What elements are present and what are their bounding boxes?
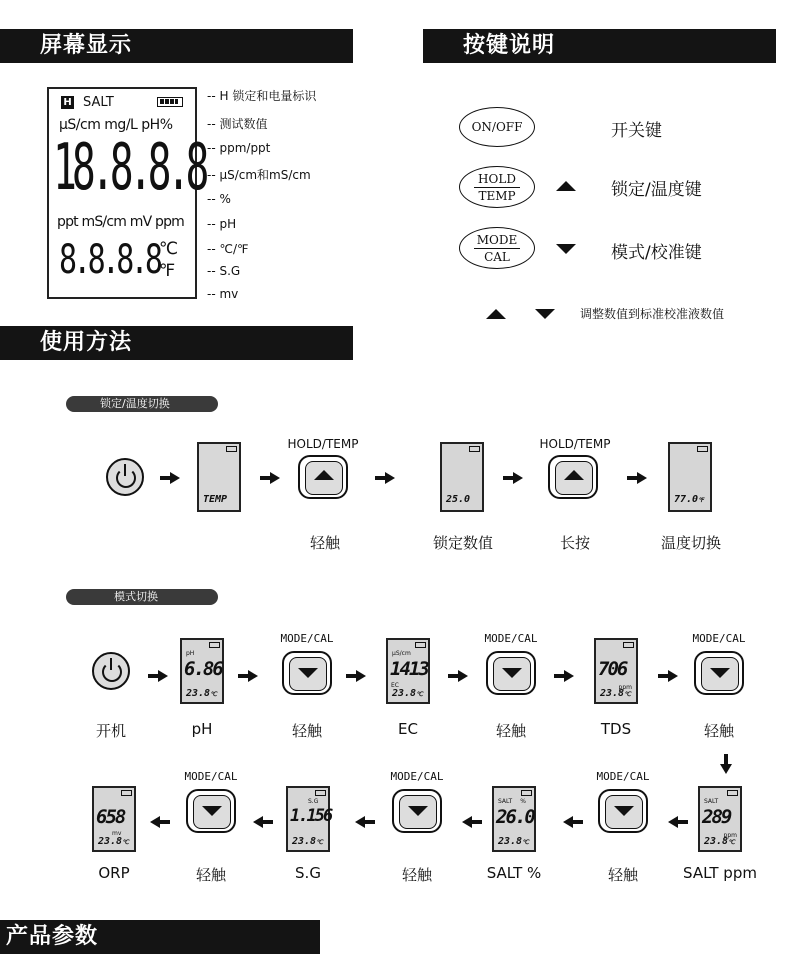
- mode-desc: 模式/校准键: [611, 243, 702, 263]
- arrow-right-icon: [248, 670, 258, 682]
- mode-btn-label-3: MODE/CAL: [692, 632, 746, 645]
- legend-sg: -- S.G: [207, 264, 241, 278]
- screen-ph: pH 6.86 23.8℃: [180, 638, 224, 704]
- arrow-right-icon: [385, 472, 395, 484]
- arrow-down-icon: [720, 764, 732, 774]
- arrow-right-icon: [158, 670, 168, 682]
- mode-button-4[interactable]: [598, 789, 648, 833]
- legend-temp: -- ℃/℉: [207, 242, 249, 256]
- arrow-left-icon: [253, 816, 263, 828]
- lcd-main-digits: 18.8.8.8: [53, 131, 205, 205]
- mode-btn-label-6: MODE/CAL: [184, 770, 238, 783]
- section-banner-display: 屏幕显示: [0, 29, 353, 63]
- legend-ph: -- pH: [207, 217, 237, 231]
- legend-percent: -- %: [207, 192, 231, 206]
- cap-tap: 轻触: [309, 534, 340, 552]
- arrow-left-icon: [563, 816, 573, 828]
- lcd-units-top: μS/cm mg/L pH%: [59, 117, 173, 133]
- arrow-right-icon: [356, 670, 366, 682]
- mode-flow-title: 模式切换: [66, 589, 218, 605]
- cap-orp: ORP: [98, 864, 130, 882]
- cap-tap-3: 轻触: [703, 722, 734, 740]
- mode-btn-label-5: MODE/CAL: [390, 770, 444, 783]
- hold-flow-title: 锁定/温度切换: [66, 396, 218, 412]
- up-triangle-icon: [556, 181, 576, 191]
- battery-icon: [157, 97, 183, 107]
- down-triangle-icon: [556, 244, 576, 254]
- hold-icon: H: [61, 96, 74, 109]
- section-banner-usage: 使用方法: [0, 326, 353, 360]
- legend-hold: -- H 锁定和电量标识: [207, 89, 317, 103]
- cap-salt-ppm: SALT ppm: [683, 864, 757, 882]
- salt-indicator: SALT: [83, 95, 114, 110]
- arrow-right-icon: [513, 472, 523, 484]
- screen-ec: μS/cm 1413 EC 23.8℃: [386, 638, 430, 704]
- arrow-left-icon: [150, 816, 160, 828]
- arrow-left-icon: [462, 816, 472, 828]
- onoff-button[interactable]: ON/OFF: [459, 107, 535, 147]
- screen-sg: S.G 1.156 23.8℃: [286, 786, 330, 852]
- cap-long: 长按: [559, 534, 590, 552]
- mode-button-1[interactable]: [282, 651, 332, 695]
- mode-btn-label-4: MODE/CAL: [596, 770, 650, 783]
- cap-sg: S.G: [295, 864, 321, 882]
- hold-btn-label-2: HOLD/TEMP: [539, 437, 611, 451]
- arrow-right-icon: [270, 472, 280, 484]
- adjust-down-icon: [535, 309, 555, 319]
- cap-tap-5: 轻触: [401, 866, 432, 884]
- cap-tap-6: 轻触: [195, 866, 226, 884]
- hold-desc: 锁定/温度键: [611, 180, 702, 200]
- mode-cal-button[interactable]: MODE CAL: [459, 227, 535, 269]
- arrow-left-icon: [668, 816, 678, 828]
- cap-lock: 锁定数值: [432, 534, 493, 552]
- mode-button-3[interactable]: [694, 651, 744, 695]
- hold-button-long[interactable]: [548, 455, 598, 499]
- adjust-up-icon: [486, 309, 506, 319]
- legend-us: -- μS/cm和mS/cm: [207, 168, 311, 182]
- lcd-celsius: ℃: [159, 239, 179, 259]
- screen-salt-ppm: SALT 289 ppm 23.8℃: [698, 786, 742, 852]
- cap-ec: EC: [398, 720, 418, 738]
- screen-orp: 658 mv 23.8℃: [92, 786, 136, 852]
- legend-ppm: -- ppm/ppt: [207, 141, 271, 155]
- arrow-right-icon: [458, 670, 468, 682]
- lcd-temp-digits: 8.8.8.8: [59, 237, 160, 283]
- screen-tds: 706 ppm 23.8℃: [594, 638, 638, 704]
- section-banner-keys: 按键说明: [423, 29, 776, 63]
- cap-tds: TDS: [600, 720, 632, 738]
- mode-button-6[interactable]: [186, 789, 236, 833]
- onoff-desc: 开关键: [611, 121, 662, 141]
- cap-power: 开机: [95, 722, 126, 740]
- legend-mv: -- mv: [207, 287, 239, 301]
- lcd-units-bottom: ppt mS/cm mV ppm: [57, 214, 185, 230]
- power-on-icon[interactable]: [92, 652, 130, 690]
- mode-button-5[interactable]: [392, 789, 442, 833]
- cap-ph: pH: [191, 720, 213, 738]
- screen-fahrenheit: 77.0℉: [668, 442, 712, 512]
- cap-temp: 温度切换: [660, 534, 721, 552]
- section-banner-params: 产品参数: [0, 920, 320, 954]
- adjust-desc: 调整数值到标准校准液数值: [580, 307, 725, 321]
- mode-btn-label-2: MODE/CAL: [484, 632, 538, 645]
- cap-tap-2: 轻触: [495, 722, 526, 740]
- mode-button-2[interactable]: [486, 651, 536, 695]
- cap-tap-1: 轻触: [291, 722, 322, 740]
- cap-tap-4: 轻触: [607, 866, 638, 884]
- screen-salt-pct: SALT % 26.0 23.8℃: [492, 786, 536, 852]
- hold-temp-button[interactable]: HOLD TEMP: [459, 166, 535, 208]
- mode-btn-label-1: MODE/CAL: [280, 632, 334, 645]
- arrow-right-icon: [170, 472, 180, 484]
- arrow-right-icon: [564, 670, 574, 682]
- screen-locked: 25.0: [440, 442, 484, 512]
- lcd-screen: [47, 87, 205, 299]
- screen-temp: TEMP: [197, 442, 241, 512]
- power-icon[interactable]: [106, 458, 144, 496]
- hold-button-tap[interactable]: [298, 455, 348, 499]
- arrow-right-icon: [637, 472, 647, 484]
- arrow-right-icon: [668, 670, 678, 682]
- legend-value: -- 测试数值: [207, 117, 268, 131]
- arrow-left-icon: [355, 816, 365, 828]
- lcd-fahrenheit: ℉: [159, 261, 176, 281]
- cap-salt-pct: SALT %: [486, 864, 542, 882]
- hold-btn-label: HOLD/TEMP: [287, 437, 359, 451]
